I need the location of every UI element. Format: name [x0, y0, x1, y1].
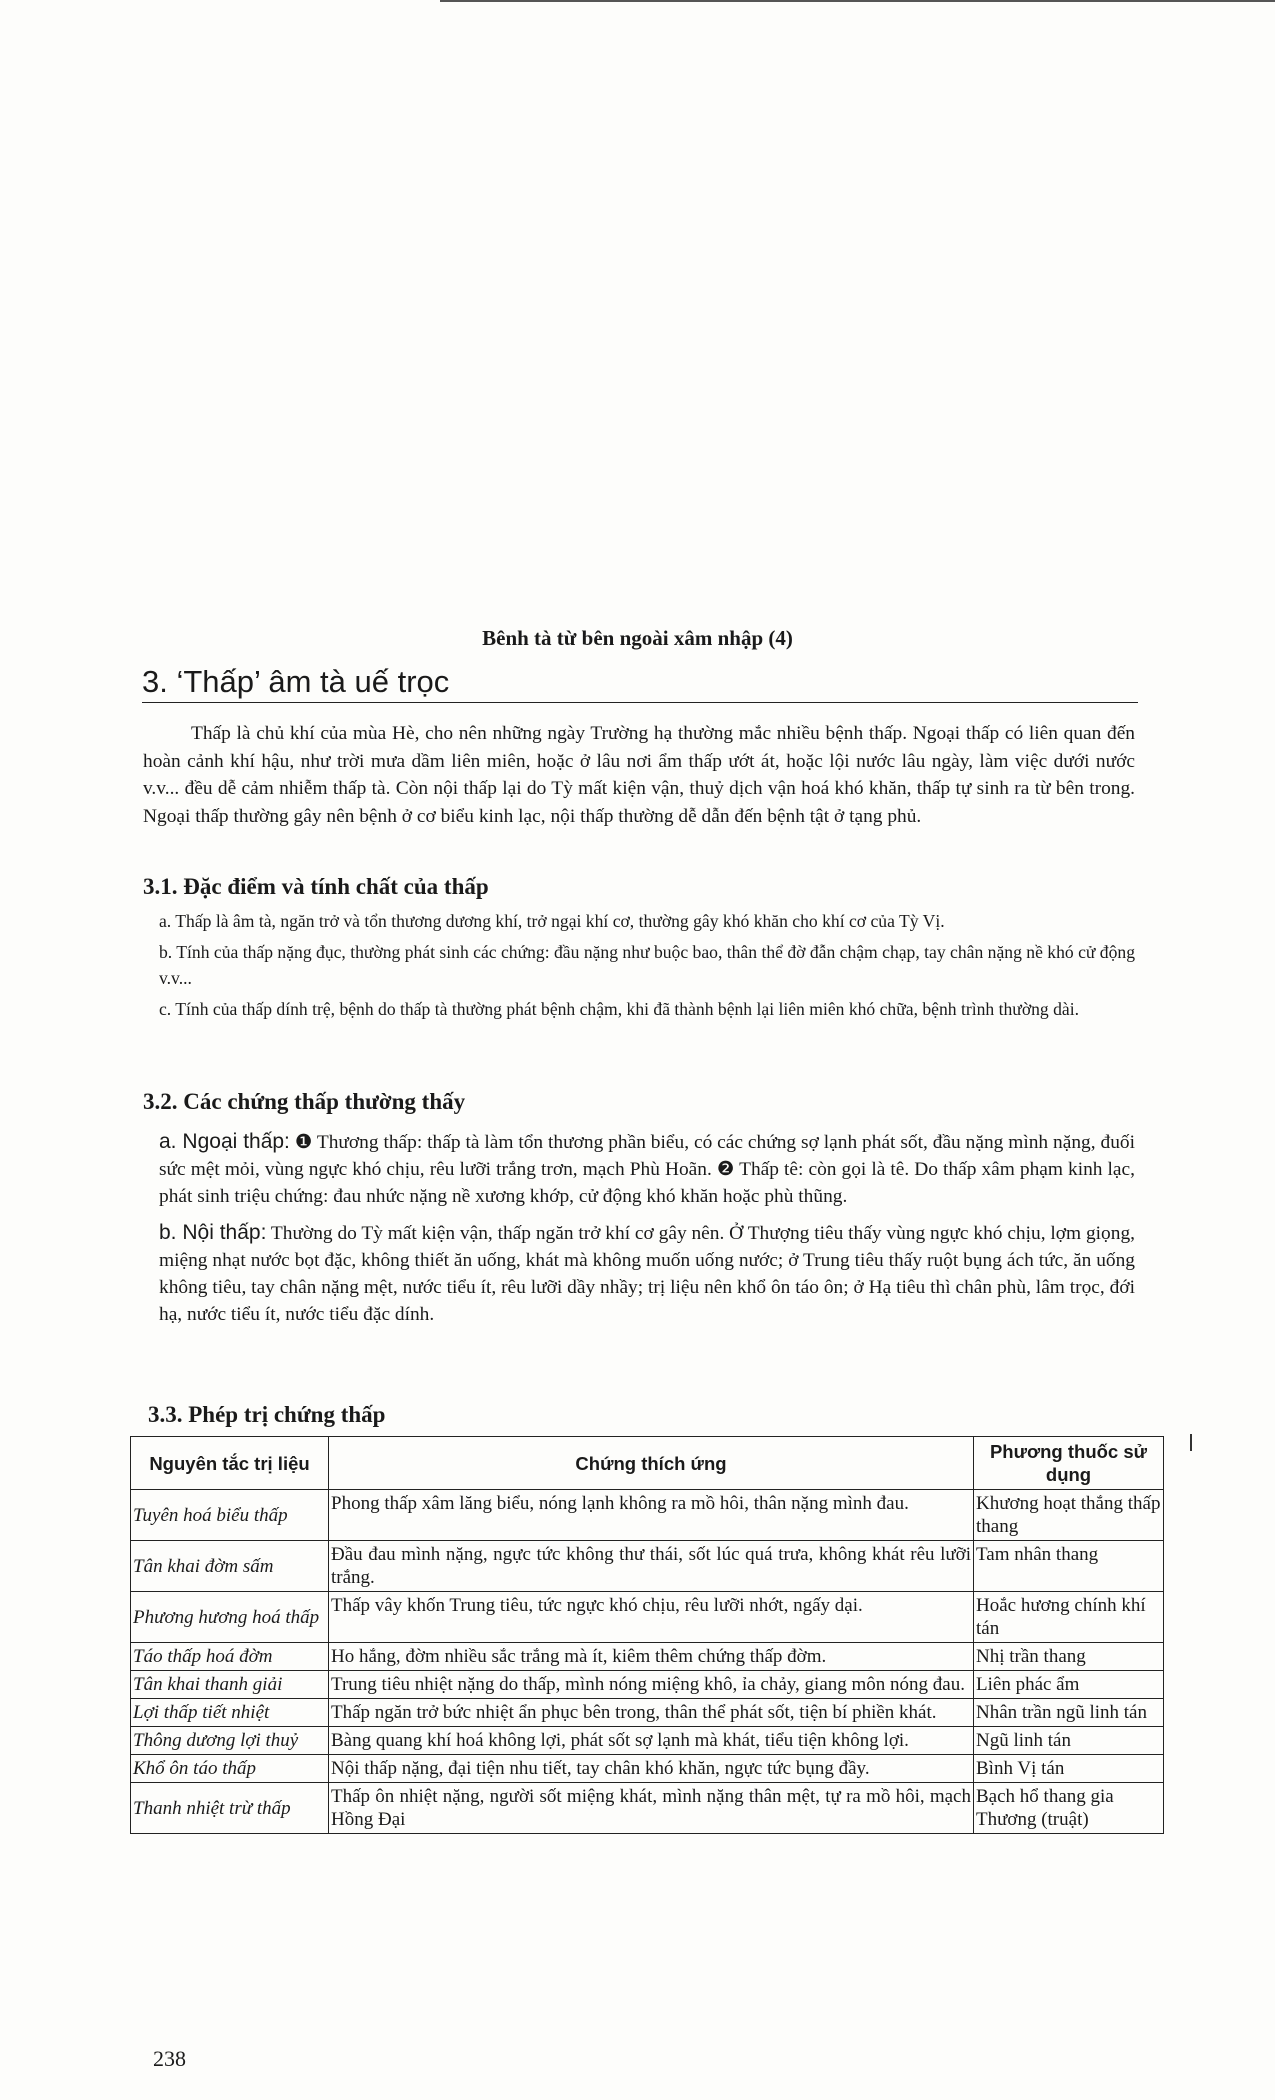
table-row: [131, 1643, 1164, 1671]
column-header: Nguyên tắc trị liệu: [131, 1437, 329, 1490]
table-row: [131, 1592, 1164, 1643]
list-3-1: [143, 908, 1135, 1026]
scan-edge-line: [440, 0, 1275, 2]
principle-cell: Tuyên hoá biểu thấp: [131, 1490, 329, 1541]
item-label: b. Nội thấp:: [159, 1220, 267, 1244]
principle-cell: Tân khai thanh giải: [131, 1671, 329, 1699]
page-number: 238: [153, 2046, 186, 2071]
indication-cell: Ho hắng, đờm nhiều sắc trắng mà ít, kiêm thêm chứng thấp đờm.: [329, 1643, 974, 1671]
formula-cell: Bình Vị tán: [974, 1755, 1164, 1783]
heading-3-3: 3.3. Phép trị chứng thấp: [148, 1402, 386, 1427]
table-row: [131, 1755, 1164, 1783]
table-row: [131, 1671, 1164, 1699]
formula-cell: Nhị trần thang: [974, 1643, 1164, 1671]
list-item-noi-thap: [159, 1219, 1135, 1329]
principle-cell: Tân khai đờm sấm: [131, 1541, 329, 1592]
scan-mark: [1190, 1434, 1192, 1451]
indication-cell: Thấp vây khốn Trung tiêu, tức ngực khó chịu, rêu lưỡi nhớt, ngấy dại.: [329, 1592, 974, 1643]
formula-cell: Khương hoạt thắng thấp thang: [974, 1490, 1164, 1541]
treatment-table: [130, 1436, 1164, 1834]
indication-cell: Nội thấp nặng, đại tiện nhu tiết, tay chân khó khăn, ngực tức bụng đầy.: [329, 1755, 974, 1783]
column-header: Chứng thích ứng: [329, 1437, 974, 1490]
indication-cell: Đầu đau mình nặng, ngực tức không thư thái, sốt lúc quá trưa, không khát rêu lưỡi trắng.: [329, 1541, 974, 1592]
list-3-2: [143, 1128, 1135, 1336]
list-item-ngoai-thap: [159, 1128, 1135, 1211]
intro-block: [143, 720, 1135, 830]
column-header: Phương thuốc sử dụng: [974, 1437, 1164, 1490]
principle-cell: Lợi thấp tiết nhiệt: [131, 1699, 329, 1727]
table-row: [131, 1541, 1164, 1592]
formula-cell: Ngũ linh tán: [974, 1727, 1164, 1755]
intro-paragraph: Thấp là chủ khí của mùa Hè, cho nên những ngày Trường hạ thường mắc nhiều bệnh thấp. Ngoại thấp có liên quan đến hoàn cảnh khí hậu, như trời mưa dầm liên miên, hoặc ở lâu nơi ẩm thấp ướt át, hoặc lội nước lâu ngày, làm việc dưới nước v.v... đều dễ cảm nhiễm thấp tà. Còn nội thấp lại do Tỳ mất kiện vận, thuỷ dịch vận hoá khó khăn, thấp tự sinh ra từ bên trong. Ngoại thấp thường gây nên bệnh ở cơ biểu kinh lạc, nội thấp thường dễ dẫn đến bệnh tật ở tạng phủ.: [143, 723, 1135, 827]
principle-cell: Phương hương hoá thấp: [131, 1592, 329, 1643]
item-label: a. Ngoại thấp:: [159, 1130, 290, 1153]
section-title: 3. ‘Thấp’ âm tà uế trọc: [142, 664, 1138, 703]
principle-cell: Khổ ôn táo thấp: [131, 1755, 329, 1783]
indication-cell: Thấp ngăn trở bức nhiệt ẩn phục bên trong, thân thể phát sốt, tiện bí phiền khát.: [329, 1699, 974, 1727]
principle-cell: Táo thấp hoá đờm: [131, 1643, 329, 1671]
item-text: ❶ Thương thấp: thấp tà làm tổn thương phần biểu, có các chứng sợ lạnh phát sốt, đầu nặng mình nặng, đuối sức mệt mỏi, vùng ngực khó chịu, rêu lưỡi trắng trơn, mạch Phù Hoãn. ❷ Thấp tê: còn gọi là tê. Do thấp xâm phạm kinh lạc, phát sinh triệu chứng: đau nhức nặng nề xương khớp, cử động khó khăn hoặc phù thũng.: [159, 1132, 1135, 1208]
formula-cell: Nhân trần ngũ linh tán: [974, 1699, 1164, 1727]
formula-cell: Tam nhân thang: [974, 1541, 1164, 1592]
table-header-row: [131, 1437, 1164, 1490]
heading-3-1: 3.1. Đặc điểm và tính chất của thấp: [143, 874, 489, 899]
heading-3-2: 3.2. Các chứng thấp thường thấy: [143, 1089, 466, 1114]
table-row: [131, 1727, 1164, 1755]
formula-cell: Hoắc hương chính khí tán: [974, 1592, 1164, 1643]
running-head: Bênh tà từ bên ngoài xâm nhập (4): [482, 626, 793, 650]
table-row: [131, 1783, 1164, 1834]
table-row: [131, 1699, 1164, 1727]
list-item: b. Tính của thấp nặng đục, thường phát sinh các chứng: đầu nặng như buộc bao, thân thể đờ đẫn chậm chạp, tay chân nặng nề khó cử động v.v...: [159, 941, 1135, 988]
indication-cell: Trung tiêu nhiệt nặng do thấp, mình nóng miệng khô, ỉa chảy, giang môn nóng đau.: [329, 1671, 974, 1699]
principle-cell: Thanh nhiệt trừ thấp: [131, 1783, 329, 1834]
formula-cell: Liên phác ẩm: [974, 1671, 1164, 1699]
principle-cell: Thông dương lợi thuỷ: [131, 1727, 329, 1755]
list-item: c. Tính của thấp dính trệ, bệnh do thấp tà thường phát bệnh chậm, khi đã thành bệnh lại liên miên khó chữa, bệnh trình thường dài.: [159, 998, 1080, 1019]
formula-cell: Bạch hổ thang gia Thương (truật): [974, 1783, 1164, 1834]
indication-cell: Phong thấp xâm lăng biểu, nóng lạnh không ra mồ hôi, thân nặng mình đau.: [329, 1490, 974, 1541]
item-text: Thường do Tỳ mất kiện vận, thấp ngăn trở khí cơ gây nên. Ở Thượng tiêu thấy vùng ngực khó chịu, lợm giọng, miệng nhạt nước bọt đặc, không thiết ăn uống, khát mà không muốn uống nước; ở Trung tiêu thấy ruột bụng ách tức, ăn uống không tiêu, tay chân nặng mệt, nước tiểu ít, rêu lưỡi dầy nhầy; trị liệu nên khổ ôn táo ôn; ở Hạ tiêu thì chân phù, lâm trọc, đới hạ, nước tiểu ít, nước tiểu đặc dính.: [159, 1222, 1135, 1326]
table-row: [131, 1490, 1164, 1541]
indication-cell: Bàng quang khí hoá không lợi, phát sốt sợ lạnh mà khát, tiểu tiện không lợi.: [329, 1727, 974, 1755]
list-item: a. Thấp là âm tà, ngăn trở và tổn thương dương khí, trở ngại khí cơ, thường gây khó khăn cho khí cơ của Tỳ Vị.: [159, 911, 945, 931]
indication-cell: Thấp ôn nhiệt nặng, người sốt miệng khát, mình nặng thân mệt, tự ra mồ hôi, mạch Hồng Đại: [329, 1783, 974, 1834]
